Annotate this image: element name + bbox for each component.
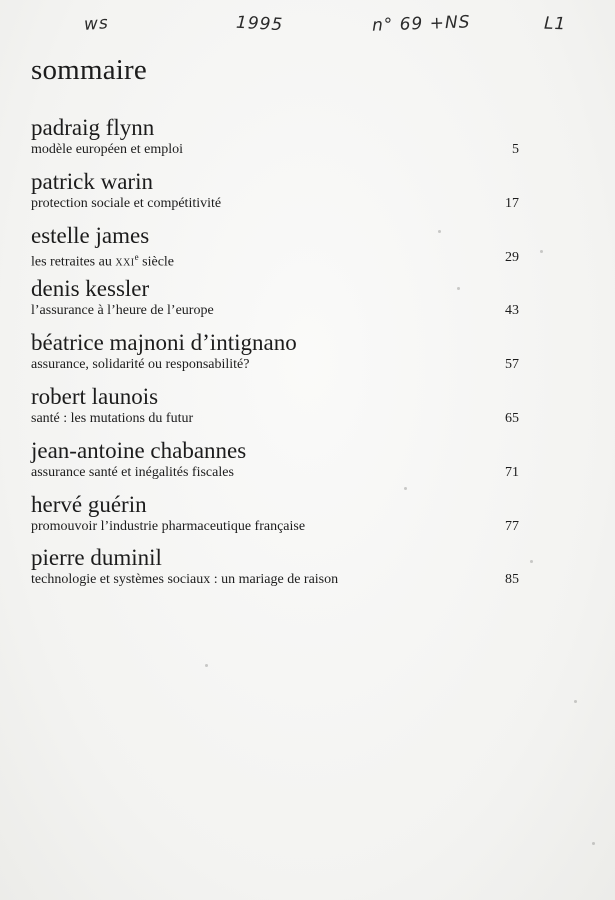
paper-speck: [438, 230, 441, 233]
page-title: sommaire: [31, 54, 147, 86]
entry-author: estelle james: [31, 222, 150, 248]
paper-speck: [205, 664, 208, 667]
handwritten-note: L1: [543, 13, 567, 35]
entry-author: robert launois: [31, 383, 159, 409]
toc-entry: [31, 223, 521, 277]
paper-speck: [404, 487, 407, 490]
entry-subject: technologie et systèmes sociaux : un mariage de raison: [31, 572, 339, 588]
handwritten-note: n° 69 +NS: [371, 12, 471, 36]
entry-subject: modèle européen et emploi: [31, 142, 183, 157]
entry-subject: promouvoir l’industrie pharmaceutique française: [31, 518, 306, 534]
entry-page-number: 65: [505, 410, 519, 426]
entry-subject: l’assurance à l’heure de l’europe: [31, 303, 214, 319]
entry-subject: assurance, solidarité ou responsabilité?: [31, 357, 250, 373]
entry-author: pierre duminil: [31, 545, 162, 571]
entry-author: padraig flynn: [31, 115, 155, 140]
toc-entry: [31, 492, 521, 546]
entry-author: denis kessler: [31, 276, 150, 302]
entry-page-number: 17: [505, 195, 519, 211]
table-of-contents: [31, 115, 521, 599]
paper-speck: [530, 560, 533, 563]
entry-subject: santé : les mutations du futur: [31, 410, 194, 426]
toc-entry: [31, 330, 521, 384]
paper-speck: [540, 250, 543, 253]
toc-entry: [31, 169, 521, 223]
toc-entry: [31, 115, 521, 169]
paper-speck: [592, 842, 595, 845]
entry-page-number: 71: [505, 464, 519, 480]
entry-page-number: 77: [505, 518, 519, 534]
entry-page-number: 43: [505, 303, 519, 319]
entry-page-number: 57: [505, 357, 519, 373]
toc-entry: [31, 276, 521, 330]
entry-author: hervé guérin: [31, 491, 147, 517]
entry-page-number: 85: [505, 572, 519, 588]
entry-author: béatrice majnoni d’intignano: [31, 330, 297, 356]
subject-text: siècle: [138, 254, 175, 270]
subject-text: les retraites au: [31, 254, 116, 270]
entry-subject: protection sociale et compétitivité: [31, 195, 222, 211]
entry-page-number: 29: [505, 249, 519, 265]
toc-entry: [31, 438, 521, 492]
subject-superscript: e: [134, 251, 139, 262]
entry-author: jean-antoine chabannes: [31, 437, 247, 463]
handwritten-note: ws: [83, 13, 110, 35]
handwritten-note: 1995: [235, 12, 284, 36]
entry-subject: [31, 249, 521, 272]
entry-subject: assurance santé et inégalités fiscales: [31, 464, 234, 480]
entry-author: patrick warin: [31, 168, 153, 194]
subject-century: XXI: [115, 257, 135, 269]
paper-speck: [574, 700, 577, 703]
toc-entry: [31, 545, 521, 599]
entry-page-number: 5: [512, 142, 519, 157]
toc-entry: [31, 384, 521, 438]
paper-speck: [457, 287, 460, 290]
